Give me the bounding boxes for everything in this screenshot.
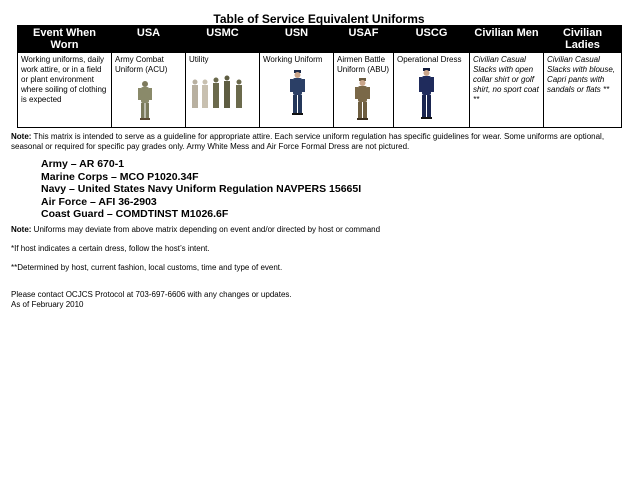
header-usaf: USAF bbox=[334, 26, 394, 53]
regulation-air-force: Air Force – AFI 36-2903 bbox=[41, 195, 157, 208]
regulation-marine-corps: Marine Corps – MCO P1020.34F bbox=[41, 170, 199, 183]
cell-usaf bbox=[334, 53, 394, 128]
navy-sailor-figure bbox=[263, 68, 331, 118]
page-title: Table of Service Equivalent Uniforms bbox=[213, 12, 425, 26]
contact-line: Please contact OCJCS Protocol at 703-697-6606 with any changes or updates. bbox=[11, 290, 292, 299]
cell-usa bbox=[112, 53, 186, 128]
note-label: Note: bbox=[11, 132, 32, 141]
airman-figure bbox=[337, 78, 391, 122]
regulation-coast-guard: Coast Guard – COMDTINST M1026.6F bbox=[41, 208, 229, 220]
cell-event bbox=[18, 53, 112, 128]
usaf-text: Airmen Battle Uniform (ABU) bbox=[337, 55, 390, 74]
civilian-ladies-text: Civilian Casual Slacks with blouse, Capri pants with sandals or flats ** bbox=[547, 55, 616, 94]
regulations-list bbox=[41, 158, 361, 221]
cell-uscg bbox=[394, 53, 470, 128]
cell-civilian-men bbox=[470, 53, 544, 128]
footnote-host-intent: *If host indicates a certain dress, follow the host’s intent. bbox=[11, 244, 210, 253]
note-paragraph bbox=[11, 132, 621, 152]
header-usa: USA bbox=[112, 26, 186, 53]
header-usn: USN bbox=[260, 26, 334, 53]
note2-text: Uniforms may deviate from above matrix depending on event and/or directed by host or command bbox=[31, 225, 381, 234]
event-text: Working uniforms, daily work attire, or in a field or plant environment where soiling of clothing is expected bbox=[21, 55, 107, 104]
footnote-determined-by-host: **Determined by host, current fashion, local customs, time and type of event. bbox=[11, 263, 283, 272]
note-uniform-deviation bbox=[11, 225, 380, 235]
cell-civilian-ladies bbox=[544, 53, 622, 128]
regulation-navy: Navy – United States Navy Uniform Regulation NAVPERS 15665I bbox=[41, 183, 362, 195]
uscg-text: Operational Dress bbox=[397, 55, 462, 64]
note-text: This matrix is intended to serve as a guideline for appropriate attire. Each service uniform regulation has specific guidelines for wear. Some uniforms are optional, seasonal or required for specific pay grades only. Army White Mess and Air Force Formal Dress are not pictured. bbox=[11, 132, 605, 151]
as-of-date: As of February 2010 bbox=[11, 300, 84, 309]
uniform-matrix bbox=[17, 25, 622, 128]
army-soldier-figure bbox=[115, 78, 183, 122]
civilian-men-text: Civilian Casual Slacks with open collar shirt or golf shirt, no sport coat ** bbox=[473, 55, 539, 104]
header-row bbox=[18, 26, 622, 53]
table-row bbox=[18, 53, 622, 128]
header-event: Event When Worn bbox=[18, 26, 112, 53]
header-civilian-men: Civilian Men bbox=[470, 26, 544, 53]
header-uscg: USCG bbox=[394, 26, 470, 53]
marine-group-figure bbox=[189, 68, 257, 112]
header-usmc: USMC bbox=[186, 26, 260, 53]
usmc-text: Utility bbox=[189, 55, 209, 64]
usn-text: Working Uniform bbox=[263, 55, 323, 64]
coast-guard-figure bbox=[397, 68, 467, 124]
note2-label: Note: bbox=[11, 225, 32, 234]
usa-text: Army Combat Uniform (ACU) bbox=[115, 55, 168, 74]
header-civilian-ladies: Civilian Ladies bbox=[544, 26, 622, 53]
cell-usmc bbox=[186, 53, 260, 128]
cell-usn bbox=[260, 53, 334, 128]
regulation-army: Army – AR 670-1 bbox=[41, 158, 125, 170]
